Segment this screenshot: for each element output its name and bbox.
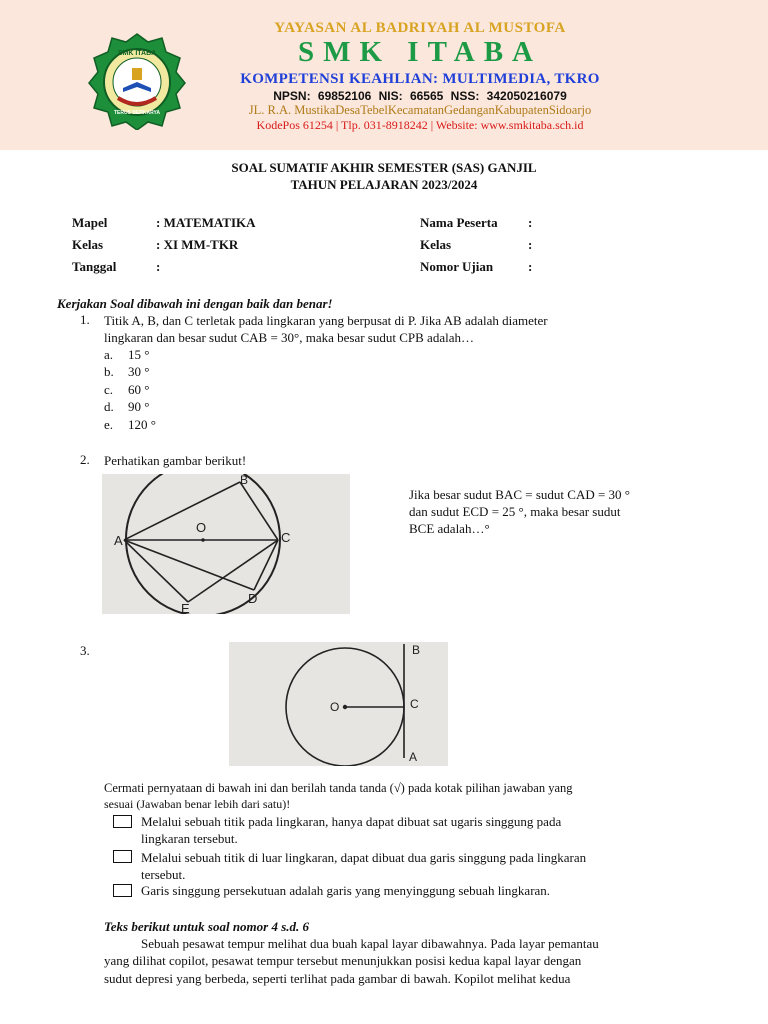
q2-desc-line3: BCE adalah…° <box>409 521 490 536</box>
q1-option-letter: b. <box>104 364 114 379</box>
kelas-value: : XI MM-TKR <box>156 237 239 252</box>
statement-1-line1: Melalui sebuah titik pada lingkaran, hanya dapat dibuat sat ugaris singgung pada <box>141 814 562 829</box>
circle-figure-q2 <box>102 474 350 614</box>
q1-option-text: 15 ° <box>128 347 150 362</box>
passage-line2: yang dilihat copilot, pesawat tempur tersebut menunjukkan posisi kedua kapal layar dengan <box>104 953 582 968</box>
label-c: C <box>281 530 291 545</box>
kelas-label: Kelas <box>72 237 104 252</box>
mapel-label: Mapel <box>72 215 108 230</box>
label-b: B <box>240 474 249 487</box>
logo-text-top: SMK ITABA <box>117 50 157 57</box>
q2-desc-line2: dan sudut ECD = 25 °, maka besar sudut <box>409 504 621 519</box>
nama-peserta-value: : <box>528 215 533 230</box>
q1-option-letter: a. <box>104 347 114 362</box>
kompetensi-keahlian: KOMPETENSI KEAHLIAN: MULTIMEDIA, TKRO <box>240 71 600 87</box>
q1-option-letter: c. <box>104 382 114 397</box>
tanggal-value: : <box>156 259 161 274</box>
statement-1-line2: lingkaran tersebut. <box>141 831 238 846</box>
statement-3-checkbox[interactable] <box>113 884 132 897</box>
passage-line1: Sebuah pesawat tempur melihat dua buah kapal layar dibawahnya. Pada layar pemantau <box>141 936 599 951</box>
statement-2-line2: tersebut. <box>141 867 186 882</box>
label-e: E <box>181 601 190 614</box>
yayasan-name: YAYASAN AL BADRIYAH AL MUSTOFA <box>274 20 566 36</box>
q1-line2: lingkaran dan besar sudut CAB = 30°, maka besar sudut CPB adalah… <box>104 330 474 345</box>
mapel-value: : MATEMATIKA <box>156 215 256 230</box>
label-a: A <box>114 533 123 548</box>
kelas2-label: Kelas <box>420 237 452 252</box>
label-c: C <box>410 697 419 711</box>
school-logo <box>86 32 188 130</box>
tangent-figure-q3 <box>229 642 448 766</box>
school-ids: NPSN: 69852106 NIS: 66565 NSS: 342050216079 <box>273 89 567 103</box>
q1-option-text: 60 ° <box>128 382 150 397</box>
exam-year: TAHUN PELAJARAN 2023/2024 <box>290 177 478 192</box>
logo-text-bottom: TERUS BERKARYA <box>113 110 161 116</box>
label-o: O <box>196 520 207 535</box>
q3-intro-line1: Cermati pernyataan di bawah ini dan berilah tanda tanda (√) pada kotak pilihan jawaban yang <box>104 781 573 795</box>
statement-2-checkbox[interactable] <box>113 850 132 863</box>
instruction: Kerjakan Soal dibawah ini dengan baik dan benar! <box>57 296 333 311</box>
q1-option-letter: e. <box>104 417 114 432</box>
label-b: B <box>412 643 421 657</box>
q2-text: Perhatikan gambar berikut! <box>104 453 247 468</box>
label-a: A <box>409 750 418 764</box>
q2-desc-line1: Jika besar sudut BAC = sudut CAD = 30 ° <box>409 487 630 502</box>
nomor-ujian-value: : <box>528 259 533 274</box>
q3-number: 3. <box>80 643 90 658</box>
statement-2-line1: Melalui sebuah titik di luar lingkaran, dapat dibuat dua garis singgung pada lingkaran <box>141 850 587 865</box>
q1-option-text: 30 ° <box>128 364 150 379</box>
q1-option-letter: d. <box>104 399 114 414</box>
kelas2-value: : <box>528 237 533 252</box>
passage-line3: sudut depresi yang berbeda, seperti terlihat pada gambar di bawah. Kopilot melihat kedua <box>104 971 571 986</box>
q2-number: 2. <box>80 452 90 467</box>
q1-option-text: 120 ° <box>128 417 156 432</box>
statement-1-checkbox[interactable] <box>113 815 132 828</box>
q3-intro-line2: sesuai (Jawaban benar lebih dari satu)! <box>104 797 291 811</box>
nama-peserta-label: Nama Peserta <box>420 215 498 230</box>
label-d: D <box>248 591 258 606</box>
nomor-ujian-label: Nomor Ujian <box>420 259 494 274</box>
exam-title: SOAL SUMATIF AKHIR SEMESTER (SAS) GANJIL <box>231 160 537 175</box>
school-address: JL. R.A. MustikaDesaTebelKecamatanGedanganKabupatenSidoarjo <box>248 103 592 117</box>
tanggal-label: Tanggal <box>72 259 117 274</box>
statement-3-text: Garis singgung persekutuan adalah garis yang menyinggung sebuah lingkaran. <box>141 883 551 898</box>
passage-heading: Teks berikut untuk soal nomor 4 s.d. 6 <box>104 919 310 934</box>
q1-option-text: 90 ° <box>128 399 150 414</box>
school-name: SMK ITABA <box>297 36 542 68</box>
letterhead <box>0 0 768 150</box>
q1-line1: Titik A, B, dan C terletak pada lingkaran yang berpusat di P. Jika AB adalah diameter <box>104 313 548 328</box>
q1-number: 1. <box>80 312 90 327</box>
school-contact: KodePos 61254 | Tlp. 031-8918242 | Website: www.smkitaba.sch.id <box>256 118 584 132</box>
label-o: O <box>330 700 340 714</box>
